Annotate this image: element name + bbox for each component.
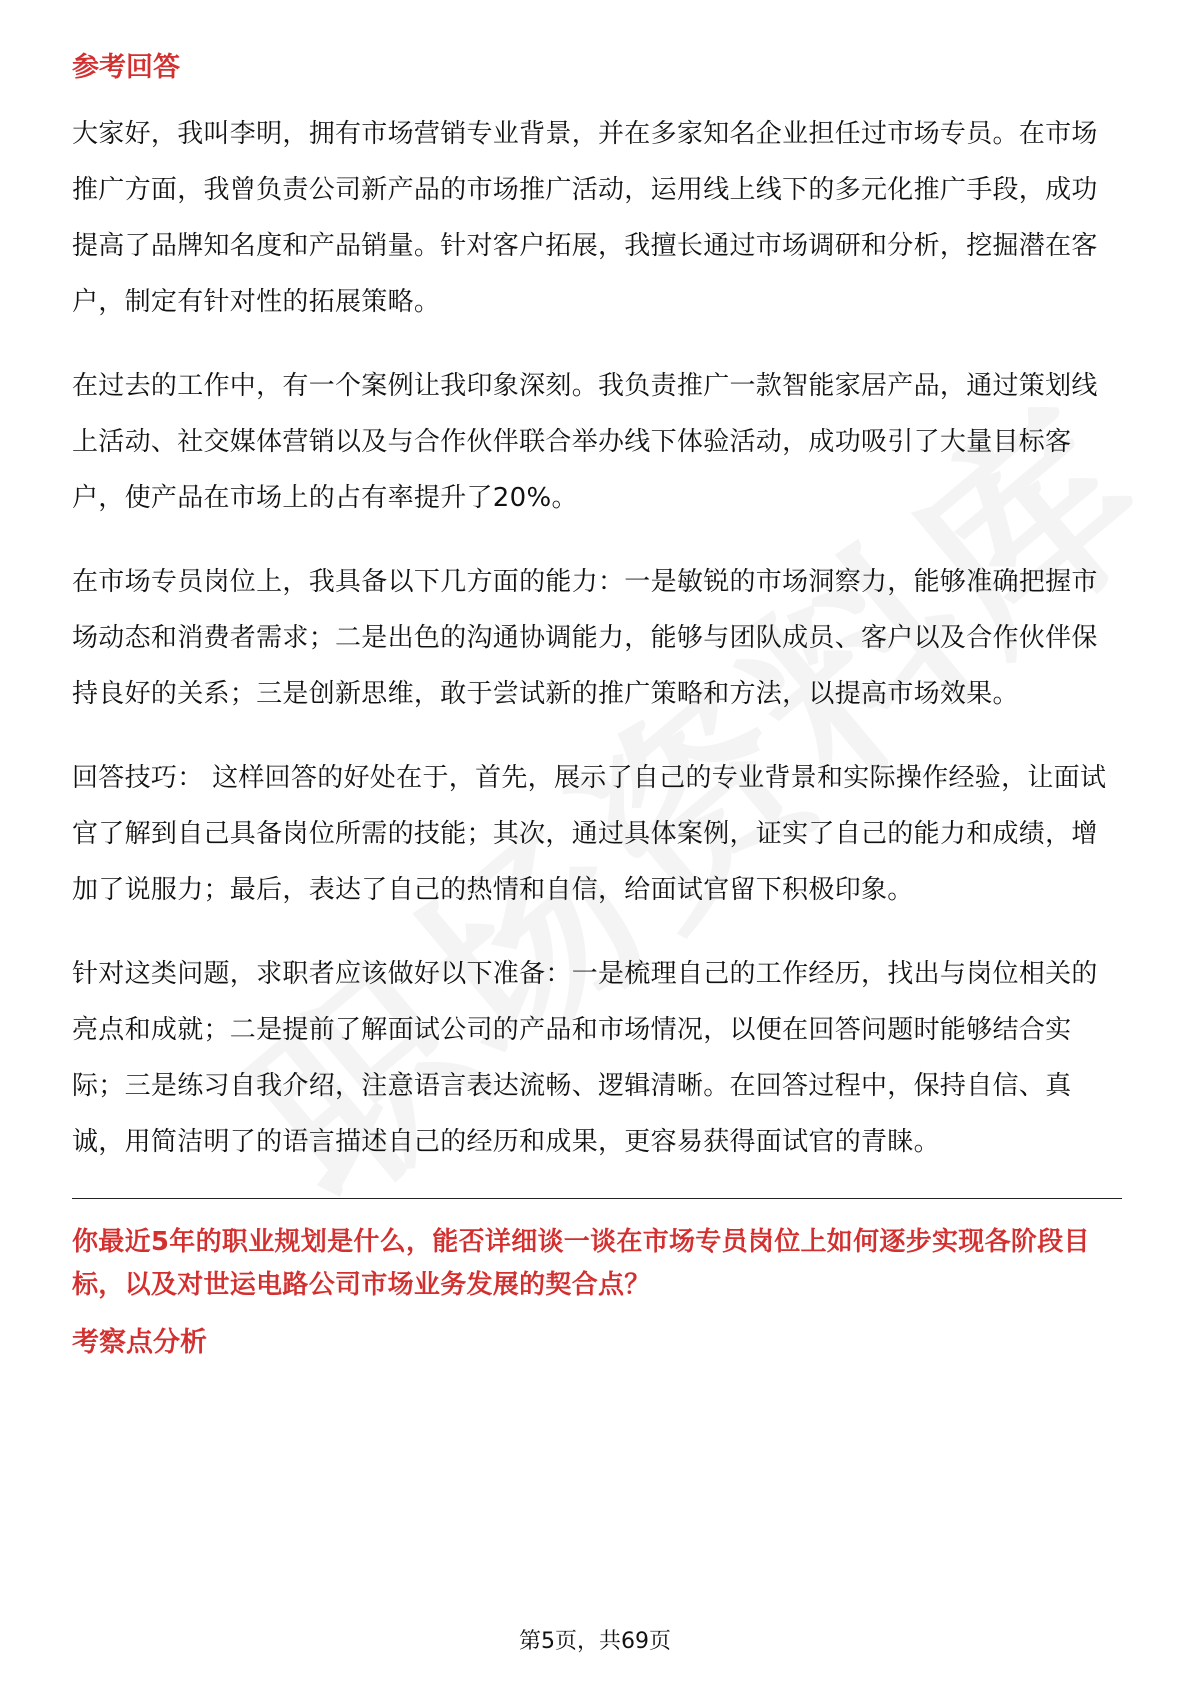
- paragraph-intro: 大家好，我叫李明，拥有市场营销专业背景，并在多家知名企业担任过市场专员。在市场推广方面，我曾负责公司新产品的市场推广活动，运用线上线下的多元化推广手段，成功提高了品牌知名度和产品销量。针对客户拓展，我擅长通过市场调研和分析，挖掘潜在客户，制定有针对性的拓展策略。: [72, 119, 1098, 317]
- page-footer: 第5页，共69页: [519, 1629, 671, 1654]
- answer-heading: 参考回答: [72, 52, 180, 83]
- paragraph-tips: 回答技巧： 这样回答的好处在于，首先，展示了自己的专业背景和实际操作经验，让面试官了解到自己具备岗位所需的技能；其次，通过具体案例，证实了自己的能力和成绩，增加了说服力；最后，表达了自己的热情和自信，给面试官留下积极印象。: [72, 763, 1107, 905]
- next-question: 你最近5年的职业规划是什么，能否详细谈一谈在市场专员岗位上如何逐步实现各阶段目标，以及对世运电路公司市场业务发展的契合点？: [72, 1227, 1090, 1300]
- page-content: [72, 48, 1122, 1363]
- paragraph-preparation: 针对这类问题，求职者应该做好以下准备：一是梳理自己的工作经历，找出与岗位相关的亮点和成就；二是提前了解面试公司的产品和市场情况，以便在回答问题时能够结合实际；三是练习自我介绍，注意语言表达流畅、逻辑清晰。在回答过程中，保持自信、真诚，用简洁明了的语言描述自己的经历和成果，更容易获得面试官的青睐。: [72, 959, 1098, 1157]
- analysis-heading: 考察点分析: [72, 1327, 207, 1358]
- section-divider: [72, 1198, 1122, 1199]
- paragraph-abilities: 在市场专员岗位上，我具备以下几方面的能力：一是敏锐的市场洞察力，能够准确把握市场动态和消费者需求；二是出色的沟通协调能力，能够与团队成员、客户以及合作伙伴保持良好的关系；三是创新思维，敢于尝试新的推广策略和方法，以提高市场效果。: [72, 567, 1098, 709]
- paragraph-case: 在过去的工作中，有一个案例让我印象深刻。我负责推广一款智能家居产品，通过策划线上活动、社交媒体营销以及与合作伙伴联合举办线下体验活动，成功吸引了大量目标客户，使产品在市场上的占有率提升了20%。: [72, 371, 1098, 513]
